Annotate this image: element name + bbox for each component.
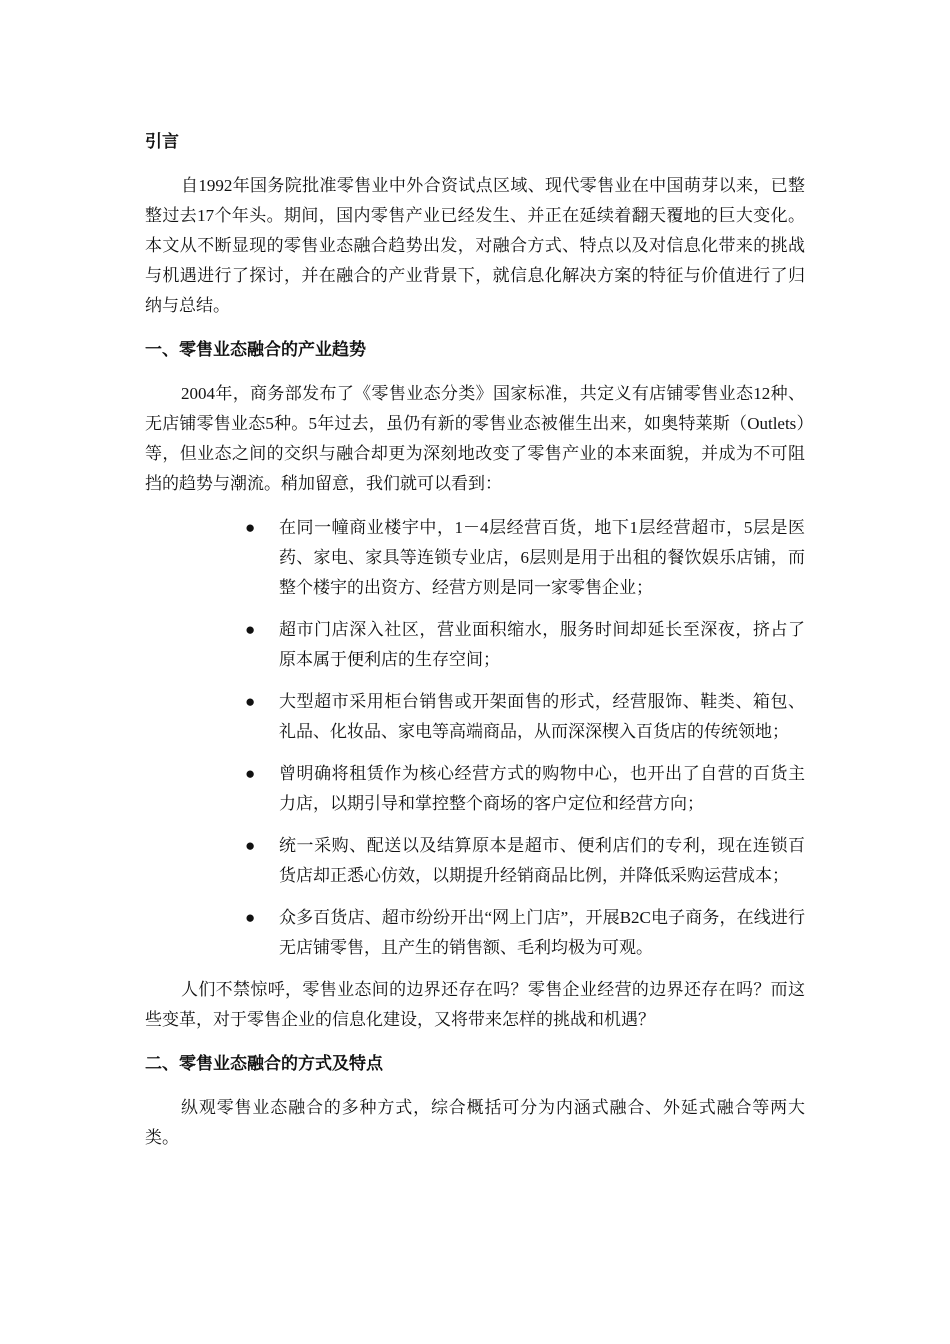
section-1-closing: 人们不禁惊呼，零售业态间的边界还存在吗？零售企业经营的边界还存在吗？而这些变革，对于零售企业的信息化建设，又将带来怎样的挑战和机遇？ <box>145 980 805 1029</box>
list-item-text: 大型超市采用柜台销售或开架面售的形式，经营服饰、鞋类、箱包、礼品、化妆品、家电等高端商品，从而深深楔入百货店的传统领地； <box>279 692 805 741</box>
list-item-text: 在同一幢商业楼宇中，1－4层经营百货，地下1层经营超市，5层是医药、家电、家具等连锁专业店，6层则是用于出租的餐饮娱乐店铺，而整个楼宇的出资方、经营方则是同一家零售企业； <box>279 518 805 597</box>
list-item <box>243 831 805 891</box>
bullet-icon: ● <box>245 518 256 537</box>
section-1-heading: 一、零售业态融合的产业趋势 <box>145 340 366 359</box>
list-item-text: 超市门店深入社区，营业面积缩水，服务时间却延长至深夜，挤占了原本属于便利店的生存空间； <box>279 620 805 669</box>
intro-heading: 引言 <box>145 132 179 151</box>
section-2-heading: 二、零售业态融合的方式及特点 <box>145 1054 383 1073</box>
list-item-text: 统一采购、配送以及结算原本是超市、便利店们的专利，现在连锁百货店却正悉心仿效，以期提升经销商品比例，并降低采购运营成本； <box>279 836 805 885</box>
list-item <box>243 615 805 675</box>
list-item <box>243 903 805 963</box>
intro-paragraph: 自1992年国务院批准零售业中外合资试点区域、现代零售业在中国萌芽以来，已整整过去17个年头。期间，国内零售产业已经发生、并正在延续着翻天覆地的巨大变化。本文从不断显现的零售业态融合趋势出发，对融合方式、特点以及对信息化带来的挑战与机遇进行了探讨，并在融合的产业背景下，就信息化解决方案的特征与价值进行了归纳与总结。 <box>145 176 805 315</box>
bullet-list <box>145 513 805 963</box>
list-item-text: 曾明确将租赁作为核心经营方式的购物中心，也开出了自营的百货主力店，以期引导和掌控整个商场的客户定位和经营方向； <box>279 764 805 813</box>
bullet-icon: ● <box>245 908 256 927</box>
list-item <box>243 513 805 603</box>
list-item-text: 众多百货店、超市纷纷开出“网上门店”，开展B2C电子商务，在线进行无店铺零售，且产生的销售额、毛利均极为可观。 <box>279 908 805 957</box>
bullet-icon: ● <box>245 692 256 711</box>
section-1-paragraph: 2004年，商务部发布了《零售业态分类》国家标准，共定义有店铺零售业态12种、无店铺零售业态5种。5年过去，虽仍有新的零售业态被催生出来，如奥特莱斯（Outlets）等，但业态之间的交织与融合却更为深刻地改变了零售产业的本来面貌，并成为不可阻挡的趋势与潮流。稍加留意，我们就可以看到： <box>145 384 805 493</box>
list-item <box>243 687 805 747</box>
bullet-icon: ● <box>245 620 256 639</box>
document-body <box>145 127 805 1153</box>
bullet-icon: ● <box>245 764 256 783</box>
section-2-paragraph: 纵观零售业态融合的多种方式，综合概括可分为内涵式融合、外延式融合等两大类。 <box>145 1098 805 1147</box>
bullet-icon: ● <box>245 836 256 855</box>
list-item <box>243 759 805 819</box>
